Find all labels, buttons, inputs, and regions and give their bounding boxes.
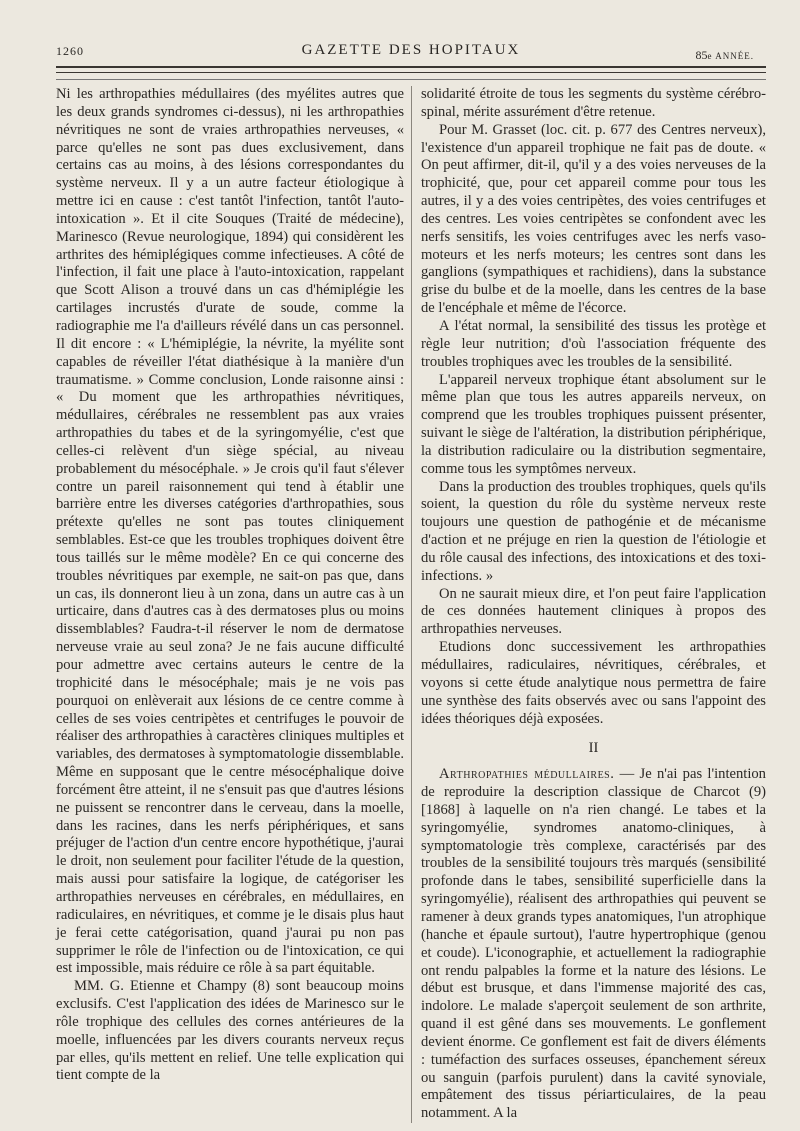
paragraph: Ni les arthropathies médullaires (des myélites autres que les deux grands syndromes ci-dessus), ni les arthropathies névritiques ne sont de vraies arthropathies nerveuses, « parce qu'elles ne sont pas dues exclusivement, dans certains cas au moins, à des lésions correspondantes du système nerveux. Il y a un autre facteur étiologique à mettre ici en cause : c'est tantôt l'infection, tantôt l'auto-intoxication ». Et il cite Souques (Traité de médecine), Marinesco (Revue neurologique, 1894) qui considèrent les arthrites des hémiplégiques comme infectieuses. A côté de l'infection, il fait une place à l'auto-intoxication, rappelant que Scott Alison a trouvé dans un cas d'hémiplégie les cartilages incrustés d'urate de soude, comme la radiographie me l'a d'ailleurs révélé dans un cas personnel. Il dit encore : « L'hémiplégie, la névrite, la myélite sont capables de réveiller l'état diathésique à la manière d'un traumatisme. » Comme conclusion, Londe raisonne ainsi : « Du moment que les arthropathies névritiques, médullaires, cérébrales ne ressemblent pas aux vraies arthropathies du tabes et de la syringomyélie, c'est que celles-ci relèvent d'un siège spécial, au niveau probablement du mésocéphale. » Je crois qu'il faut s'élever contre un pareil raisonnement qui tend à établir une barrière entre les diverses catégories d'arthropathies, sous prétexte qu'elles ne sont pas toutes cliniquement semblables. Est-ce que les troubles trophiques doivent être tous taillés sur le même modèle? En ce qui concerne des troubles névritiques par exemple, ne sait-on pas que, dans un cas, ils donneront lieu à un zona, dans un autre cas à un urticaire, dans d'autres cas à des dermatoses plus ou moins dissemblables? Faudra-t-il réserver le nom de dermatose nerveuse vraie au seul zona? Je ne fais aucune difficulté pour admettre avec certains auteurs le centre de la trophicité dans le mésocéphale; mais je ne vois pas pourquoi on enlèverait aux lésions de ce centre comme à celles de ses voies centripètes et centrifuges le pouvoir de réaliser des arthropathies à caractères cliniques multiples et variables, des dermatoses à symptomatologie dissemblable. Même en supposant que le centre mésocéphalique doive forcément être atteint, il ne s'ensuit pas que d'autres lésions ne puissent se rencontrer dans le cerveau, dans la moelle, dans les racines, dans les nerfs périphériques, et sans préjuger de l'action d'un centre encore hypothétique, j'aurai le droit, non seulement pour faciliter l'étude de la question, mais aussi pour satisfaire la logique, de catégoriser les arthropathies nerveuses en cérébrales, en médullaires, en radiculaires, en névritiques, et comme je le disais plus haut je ferai cette catégorisation, quand j'aurai pu non pas supprimer le rôle de l'infection ou de l'intoxication, ce qui est impossible, mais réduire ce rôle à sa part équitable. — [56, 86, 404, 977]
journal-title: GAZETTE DES HOPITAUX — [301, 42, 521, 58]
year-label — [696, 48, 755, 63]
paragraph: Etudions donc successivement les arthropathies médullaires, radiculaires, névritiques, cérébrales, et voyons si cette étude analytique nous permettra de faire une synthèse des faits observés avec ou sans l'appoint des idées théoriques déjà exposées. — [421, 639, 766, 727]
section-text: — Je n'ai pas l'intention de reproduire la description classique de Charcot (9) [1868] à laquelle on n'a rien changé. Le tabes et la syringomyélie, syndromes anatomo-cliniques, à symptomatologie très complexe, caractérisés par des troubles de la sensibilité toujours très marqués (sensibilité profonde dans le tabes, sensibilité superficielle dans la syringomyélie), réalisent des arthropathies qui peuvent se ramener à deux grands types anatomiques, l'un atrophique (hanche et épaule surtout), l'autre hypertrophique (genou et coude). L'iconographie, et actuellement la radiographie ont rendu palpables la forme et la nature des lésions. Le début est brusque, et dans l'immense majorité des cas, indolore. Le malade s'aperçoit seulement de son arthrite, quand il est gêné dans ses mouvements. Le gonflement devient énorme. Ce gonflement est fait de divers éléments : tuméfaction des surfaces osseuses, épanchement séreux ou sanguin (parfois purulent) dans la cavité synoviale, empâtement des tissus périarticulaires, de la peau notamment. A la — [421, 766, 766, 1122]
header-rule — [56, 66, 766, 73]
text-columns — [56, 86, 766, 1123]
year-number: 85 — [695, 48, 708, 62]
paragraph: L'appareil nerveux trophique étant absolument sur le même plan que tous les autres appareils nerveux, on comprend que les troubles trophiques puissent présenter, suivant le siège de l'altération, la distribution périphérique, la distribution radiculaire ou la distribution segmentaire, comme tous les symptômes nerveux. — [421, 371, 766, 477]
paragraph: Pour M. Grasset (loc. cit. p. 677 des Centres nerveux), l'existence d'un appareil trophique ne fait pas de doute. « On peut affirmer, dit-il, qu'il y a des voies nerveuses de la trophicité, que, pour cet appareil comme pour tous les autres, il y a des voies centripètes, des voies centrifuges et des centres. Les voies centripètes se confondent avec les nerfs sensitifs, les voies centrifuges avec les nerfs vaso-moteurs et les nerfs moteurs; les centres sont dans les ganglions (sympathiques et rachidiens), dans la substance grise du bulbe et de la moelle, dans les centres de la base de l'encéphale et même de l'écorce. — [421, 121, 766, 317]
page-number: 1260 — [56, 44, 84, 58]
year-suffix: e ANNÉE. — [707, 51, 754, 61]
left-column — [56, 86, 411, 1123]
paragraph: solidarité étroite de tous les segments du système cérébro-spinal, mérite assurément d'être retenue. — [421, 86, 766, 120]
section-number: II — [588, 740, 599, 757]
header-subrule — [56, 79, 766, 80]
paragraph: On ne saurait mieux dire, et l'on peut faire l'application de ces données hautement cliniques à propos des arthropathies nerveuses. — [421, 585, 766, 638]
section-heading: Arthropathies médullaires. — [439, 766, 615, 783]
paragraph: A l'état normal, la sensibilité des tissus les protège et règle leur nutrition; d'où l'association fréquente des troubles trophiques avec les troubles de la sensibilité. — [421, 317, 766, 370]
paragraph: Dans la production des troubles trophiques, quels qu'ils soient, la question du rôle du système nerveux reste toujours une question de pathogénie et de mécanisme d'action et ne préjuge en rien la question de l'étiologie et du rôle causal des infections, des intoxications et des toxi-infections. » — [421, 478, 766, 584]
page-header — [56, 38, 766, 64]
right-column — [411, 86, 766, 1123]
section-paragraph — [421, 766, 766, 1123]
paragraph: MM. G. Etienne et Champy (8) sont beaucoup moins exclusifs. C'est l'application des idées de Marinesco sur le rôle trophique des cellules des cornes antérieures de la moelle, influencées par les divers courants nerveux reçus par elles, qu'ils mettent en relief. Une telle explication qui tient compte de la — [56, 978, 404, 1084]
